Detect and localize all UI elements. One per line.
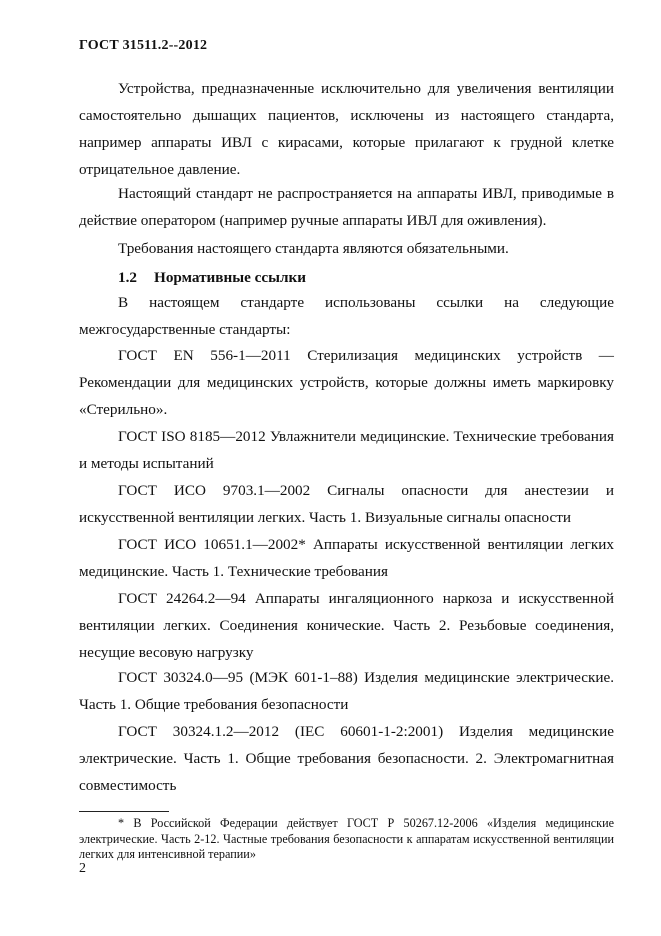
reference-item: ГОСТ ИСО 10651.1—2002* Аппараты искусственной вентиляции легких медицинские. Часть 1. Технические требования: [79, 536, 614, 580]
section-title: Нормативные ссылки: [154, 269, 306, 286]
reference-item: ГОСТ ISO 8185—2012 Увлажнители медицинские. Технические требования и методы испытаний: [79, 428, 614, 472]
scope-paragraph-2: Настоящий стандарт не распространяется на аппараты ИВЛ, приводимые в действие оператором (например ручные аппараты ИВЛ для оживления).: [79, 185, 614, 229]
document-header: ГОСТ 31511.2--2012: [79, 38, 208, 53]
reference-item: ГОСТ 30324.1.2—2012 (IEC 60601-1-2:2001) Изделия медицинские электрические. Часть 1. Общие требования безопасности. 2. Электромагнитная совместимость: [79, 723, 614, 794]
reference-item: ГОСТ 30324.0—95 (МЭК 601-1–88) Изделия медицинские электрические. Часть 1. Общие требования безопасности: [79, 669, 614, 713]
reference-item: ГОСТ ИСО 9703.1—2002 Сигналы опасности для анестезии и искусственной вентиляции легких. Часть 1. Визуальные сигналы опасности: [79, 482, 614, 526]
scope-paragraph-3: Требования настоящего стандарта являются обязательными.: [118, 240, 509, 257]
reference-item: ГОСТ 24264.2—94 Аппараты ингаляционного наркоза и искусственной вентиляции легких. Соединения конические. Часть 2. Резьбовые соединения, несущие весовую нагрузку: [79, 590, 614, 661]
references-intro: В настоящем стандарте использованы ссылки на следующие межгосударственные стандарты:: [79, 294, 614, 338]
footnote: * В Российской Федерации действует ГОСТ Р 50267.12-2006 «Изделия медицинские электрические. Часть 2-12. Частные требования безопасности к аппаратам искусственной вентиляции легких для интенсивной терапии»: [79, 816, 614, 861]
section-number: 1.2: [118, 269, 137, 286]
reference-item: ГОСТ EN 556-1—2011 Стерилизация медицинских устройств — Рекомендации для медицинских устройств, которые должны иметь маркировку «Стерильно».: [79, 347, 614, 418]
footnote-divider: [79, 811, 169, 812]
scope-paragraph-1: Устройства, предназначенные исключительно для увеличения вентиляции самостоятельно дышащих пациентов, исключены из настоящего стандарта, например аппараты ИВЛ с кирасами, которые прилагают к грудной клетке отрицательное давление.: [79, 80, 614, 178]
page-number: 2: [79, 861, 86, 876]
section-heading: [118, 264, 306, 291]
